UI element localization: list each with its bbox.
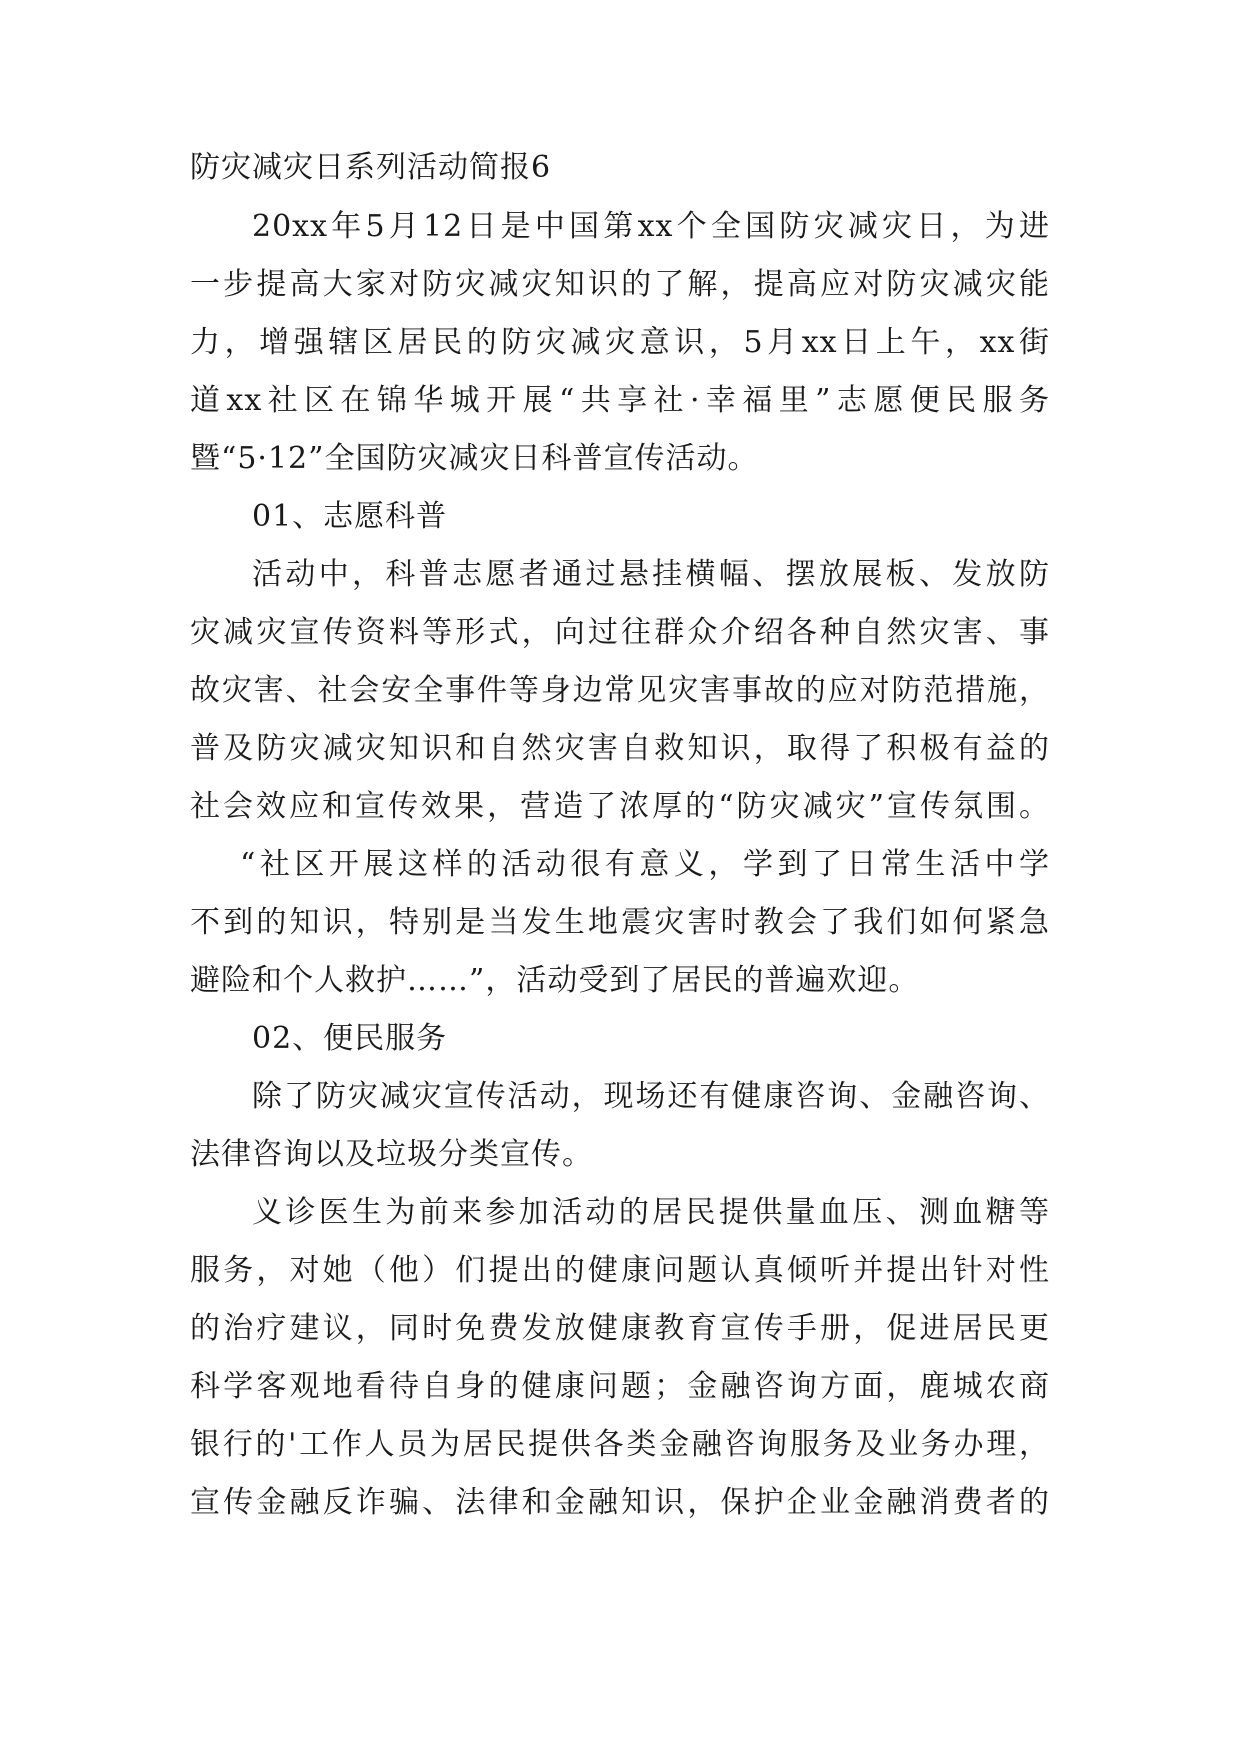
paragraph-line: 不到的知识，特别是当发生地震灾害时教会了我们如何紧急 [190,905,1050,940]
document-title: 防灾减灾日系列活动简报6 [190,150,552,185]
paragraph-line: 故灾害、社会安全事件等身边常见灾害事故的应对防范措施， [190,673,1050,708]
paragraph-line: 宣传金融反诈骗、法律和金融知识，保护企业金融消费者的 [190,1485,1050,1520]
paragraph-line: 法律咨询以及垃圾分类宣传。 [190,1137,593,1172]
paragraph-line: 暨“5·12”全国防灾减灾日科普宣传活动。 [190,441,759,476]
paragraph-line: 避险和个人救护……”，活动受到了居民的普遍欢迎。 [190,963,920,998]
paragraph-line: “社区开展这样的活动很有意义，学到了日常生活中学 [240,847,1050,882]
paragraph-line: 活动中，科普志愿者通过悬挂横幅、摆放展板、发放防 [252,557,1050,592]
paragraph-line: 科学客观地看待自身的健康问题；金融咨询方面，鹿城农商 [190,1369,1050,1404]
section-heading: 01、志愿科普 [252,499,448,534]
section-heading: 02、便民服务 [252,1021,448,1056]
paragraph-line: 普及防灾减灾知识和自然灾害自救知识，取得了积极有益的 [190,731,1050,766]
paragraph-line: 社会效应和宣传效果，营造了浓厚的“防灾减灾”宣传氛围。 [190,789,1050,824]
paragraph-line: 20xx年5月12日是中国第xx个全国防灾减灾日，为进 [252,209,1050,244]
paragraph-line: 服务，对她（他）们提出的健康问题认真倾听并提出针对性 [190,1253,1050,1288]
paragraph-line: 道xx社区在锦华城开展“共享社·幸福里”志愿便民服务 [190,383,1050,418]
paragraph-line: 除了防灾减灾宣传活动，现场还有健康咨询、金融咨询、 [252,1079,1050,1114]
paragraph-line: 灾减灾宣传资料等形式，向过往群众介绍各种自然灾害、事 [190,615,1050,650]
paragraph-line: 一步提高大家对防灾减灾知识的了解，提高应对防灾减灾能 [190,267,1050,302]
paragraph-line: 银行的'工作人员为居民提供各类金融咨询服务及业务办理， [190,1427,1050,1462]
paragraph-line: 义诊医生为前来参加活动的居民提供量血压、测血糖等 [252,1195,1050,1230]
paragraph-line: 的治疗建议，同时免费发放健康教育宣传手册，促进居民更 [190,1311,1050,1346]
paragraph-line: 力，增强辖区居民的防灾减灾意识，5月xx日上午，xx街 [190,325,1050,360]
